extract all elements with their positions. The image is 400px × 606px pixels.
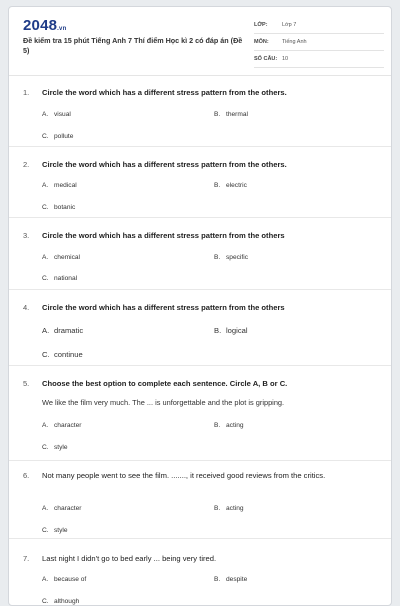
option-a[interactable] (42, 505, 82, 512)
option-a[interactable] (42, 254, 80, 261)
question-text: Choose the best option to complete each sentence. Circle A, B or C. (42, 379, 288, 388)
option-text: specific (226, 254, 248, 261)
question-divider (9, 146, 391, 147)
option-b[interactable] (214, 182, 247, 189)
option-c[interactable] (42, 444, 68, 451)
option-letter: A. (42, 576, 49, 583)
option-letter: C. (42, 444, 49, 451)
option-b[interactable] (214, 326, 248, 335)
option-a[interactable] (42, 326, 83, 335)
option-b[interactable] (214, 576, 247, 583)
option-text: electric (226, 182, 247, 189)
question-divider (9, 365, 391, 366)
option-c[interactable] (42, 204, 75, 211)
option-c[interactable] (42, 598, 79, 605)
question-divider (9, 460, 391, 461)
site-logo[interactable] (23, 17, 66, 34)
question-number: 3. (23, 231, 30, 240)
option-letter: A. (42, 326, 50, 335)
option-letter: A. (42, 254, 49, 261)
option-letter: C. (42, 275, 49, 282)
question-number: 1. (23, 88, 30, 97)
meta-row-subject (254, 34, 384, 51)
option-text: dramatic (54, 326, 84, 335)
option-letter: A. (42, 422, 49, 429)
option-letter: B. (214, 326, 222, 335)
option-letter: A. (42, 505, 49, 512)
option-text: pollute (54, 133, 74, 140)
logo-text: 2048 (23, 17, 58, 34)
option-text: character (54, 422, 82, 429)
option-letter: C. (42, 527, 49, 534)
option-letter: A. (42, 111, 49, 118)
option-letter: B. (214, 111, 221, 118)
question-text: Circle the word which has a different stress pattern from the others. (42, 88, 287, 97)
option-a[interactable] (42, 576, 86, 583)
option-text: visual (54, 111, 71, 118)
option-letter: C. (42, 133, 49, 140)
option-text: style (54, 527, 68, 534)
option-b[interactable] (214, 422, 244, 429)
question-number: 4. (23, 303, 30, 312)
option-a[interactable] (42, 182, 77, 189)
meta-label: MÔN: (254, 39, 269, 45)
option-b[interactable] (214, 254, 248, 261)
question-sentence: We like the film very much. The ... is unforgettable and the plot is gripping. (42, 398, 285, 407)
question-text: Last night I didn't go to bed early ... being very tired. (42, 554, 217, 563)
option-text: thermal (226, 111, 248, 118)
meta-label: LỚP: (254, 22, 268, 28)
option-text: character (54, 505, 82, 512)
document-title: Đề kiểm tra 15 phút Tiếng Anh 7 Thí điểm Học kì 2 có đáp án (Đề 5) (23, 36, 243, 55)
option-text: continue (54, 350, 83, 359)
option-text: botanic (54, 204, 76, 211)
meta-label: SỐ CÂU: (254, 56, 278, 62)
meta-value: 10 (282, 56, 289, 62)
question-text: Circle the word which has a different stress pattern from the others (42, 303, 285, 312)
document-page (8, 6, 392, 606)
option-text: acting (226, 505, 244, 512)
question-text: Circle the word which has a different stress pattern from the others (42, 231, 285, 240)
option-text: despite (226, 576, 248, 583)
option-letter: B. (214, 576, 221, 583)
option-letter: B. (214, 254, 221, 261)
option-letter: A. (42, 182, 49, 189)
option-letter: C. (42, 598, 49, 605)
question-divider (9, 538, 391, 539)
meta-value: Tiếng Anh (282, 39, 307, 45)
option-text: style (54, 444, 68, 451)
option-text: medical (54, 182, 77, 189)
option-a[interactable] (42, 422, 82, 429)
option-text: because of (54, 576, 87, 583)
meta-info (254, 17, 384, 68)
option-text: although (54, 598, 80, 605)
question-number: 6. (23, 471, 30, 480)
option-text: chemical (54, 254, 81, 261)
meta-value: Lớp 7 (282, 22, 297, 28)
option-c[interactable] (42, 275, 77, 282)
question-divider (9, 289, 391, 290)
option-letter: C. (42, 350, 50, 359)
meta-row-class (254, 17, 384, 34)
option-text: logical (226, 326, 248, 335)
option-b[interactable] (214, 505, 244, 512)
option-c[interactable] (42, 133, 73, 140)
question-number: 7. (23, 554, 30, 563)
option-letter: B. (214, 182, 221, 189)
question-text: Not many people went to see the film. ......., it received good reviews from the critics. (42, 471, 326, 480)
question-number: 5. (23, 379, 30, 388)
option-c[interactable] (42, 350, 83, 359)
option-letter: C. (42, 204, 49, 211)
option-b[interactable] (214, 111, 248, 118)
question-divider (9, 217, 391, 218)
option-c[interactable] (42, 527, 68, 534)
document-header (9, 7, 391, 77)
option-text: acting (226, 422, 244, 429)
option-text: national (54, 275, 78, 282)
question-number: 2. (23, 160, 30, 169)
meta-row-count (254, 51, 384, 68)
question-text: Circle the word which has a different stress pattern from the others. (42, 160, 287, 169)
option-a[interactable] (42, 111, 71, 118)
logo-suffix: .vn (57, 26, 67, 32)
header-divider (9, 75, 391, 76)
option-letter: B. (214, 505, 221, 512)
option-letter: B. (214, 422, 221, 429)
